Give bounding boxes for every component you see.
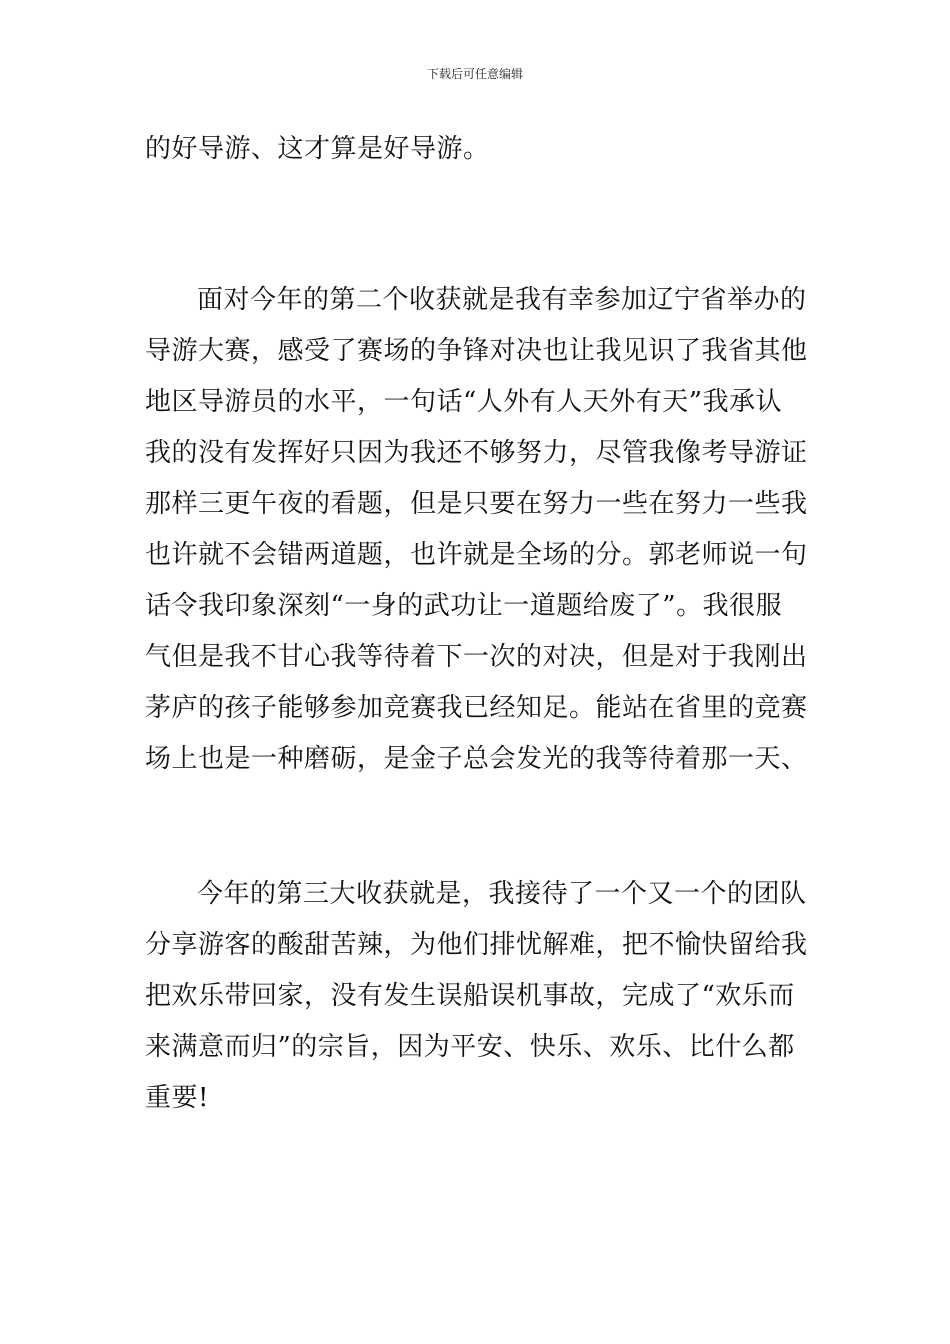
text-line: 场上也是一种磨砺，是金子总会发光的我等待着那一天、: [145, 744, 808, 774]
text-line: 重要!: [145, 1083, 209, 1113]
text-line: 话令我印象深刻“一身的武功让一道题给废了”。我很服: [145, 591, 783, 621]
text-line: 茅庐的孩子能够参加竞赛我已经知足。能站在省里的竞赛: [145, 693, 808, 723]
text-line: 导游大赛，感受了赛场的争锋对决也让我见识了我省其他: [145, 336, 808, 366]
text-line: 那样三更午夜的看题，但是只要在努力一些在努力一些我: [145, 489, 808, 519]
text-line: 今年的第三大收获就是，我接待了一个又一个的团队: [197, 879, 807, 909]
paragraph-third-harvest: [145, 869, 810, 1124]
text-line: 气但是我不甘心我等待着下一次的对决，但是对于我刚出: [145, 642, 808, 672]
text-line: 来满意而归”的宗旨，因为平安、快乐、欢乐、比什么都: [145, 1032, 795, 1062]
paragraph-second-harvest: [145, 275, 810, 785]
text-line: 也许就不会错两道题，也许就是全场的分。郭老师说一句: [145, 540, 808, 570]
text-line: 地区导游员的水平，一句话“人外有人天外有天”我承认: [145, 387, 783, 417]
text-line: 面对今年的第二个收获就是我有幸参加辽宁省举办的: [197, 285, 807, 315]
page-header: 下载后可任意编辑: [426, 67, 523, 81]
text-line: 分享游客的酸甜苦辣，为他们排忧解难，把不愉快留给我: [145, 930, 808, 960]
text-line: 我的没有发挥好只因为我还不够努力，尽管我像考导游证: [145, 438, 808, 468]
paragraph-continuation: [145, 124, 810, 175]
text-line: 的好导游、这才算是好导游。: [145, 134, 490, 164]
text-line: 把欢乐带回家，没有发生误船误机事故，完成了“欢乐而: [145, 981, 795, 1011]
